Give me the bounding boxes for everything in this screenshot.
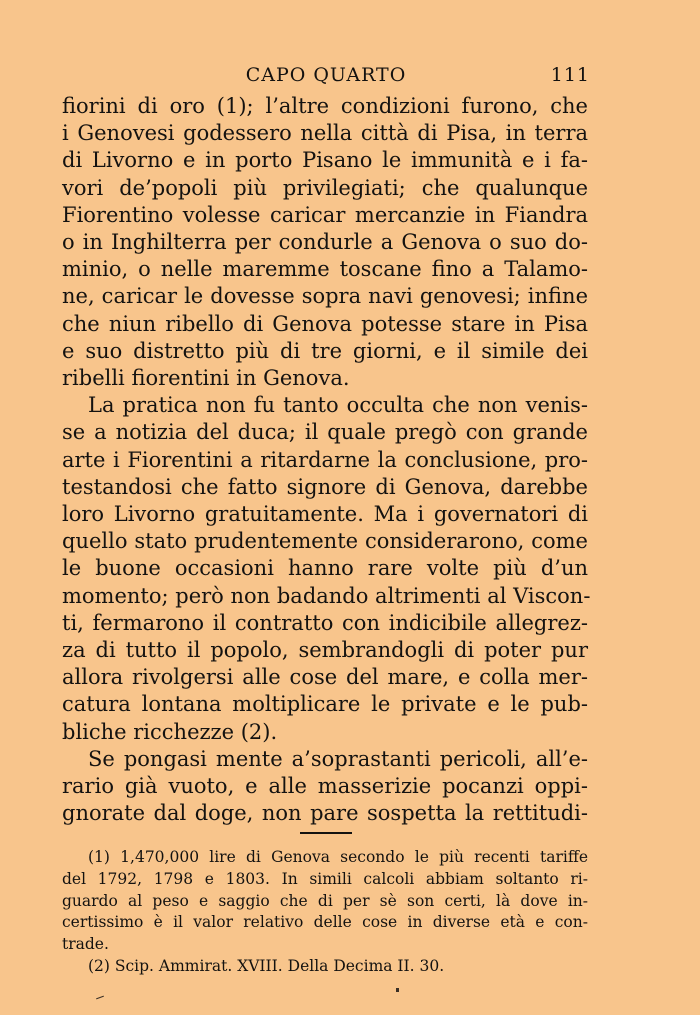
- body-line: Fiorentino volesse caricar mercanzie in Fiandra: [62, 202, 588, 227]
- body-line: momento; però non badando altrimenti al Viscon-: [62, 583, 591, 608]
- body-line: rario già vuoto, e alle masserizie pocanzi oppi-: [62, 774, 588, 799]
- body-line: testandosi che fatto signore di Genova, darebbe: [62, 474, 588, 499]
- body-line: ti, fermarono il contratto con indicibile allegrez-: [62, 610, 588, 635]
- footnotes: [62, 847, 588, 978]
- body-line: se a notizia del duca; il quale pregò con grande: [62, 420, 588, 445]
- body-line: quello stato prudentemente considerarono, come: [62, 529, 588, 554]
- body-line: ribelli fiorentini in Genova.: [62, 366, 350, 391]
- body-line: che niun ribello di Genova potesse stare in Pisa: [62, 311, 588, 336]
- body-line: loro Livorno gratuitamente. Ma i governatori di: [62, 502, 588, 527]
- body-text: [62, 93, 591, 827]
- body-line: o in Inghilterra per condurle a Genova o suo do-: [62, 230, 588, 255]
- footnote-line: del 1792, 1798 e 1803. In simili calcoli abbiam soltanto ri-: [62, 869, 588, 888]
- body-line: arte i Fiorentini a ritardarne la conclusione, pro-: [62, 447, 588, 472]
- body-line: e suo distretto più di tre giorni, e il simile dei: [62, 338, 588, 363]
- body-line: La pratica non fu tanto occulta che non venis-: [88, 393, 588, 418]
- body-line: i Genovesi godessero nella città di Pisa, in terra: [62, 121, 588, 146]
- footnote-line: (2) Scip. Ammirat. XVIII. Della Decima II. 30.: [88, 956, 445, 975]
- page-number: 111: [550, 64, 590, 86]
- body-line: di Livorno e in porto Pisano le immunità e i fa-: [62, 148, 588, 173]
- stray-mark: [96, 996, 104, 1000]
- body-line: le buone occasioni hanno rare volte più d’un: [62, 556, 588, 581]
- body-line: ne, caricar le dovesse sopra navi genovesi; infine: [62, 284, 588, 309]
- body-line: gnorate dal doge, non pare sospetta la rettitudi-: [62, 801, 588, 826]
- body-line: za di tutto il popolo, sembrandogli di poter pur: [62, 638, 588, 663]
- body-line: catura lontana moltiplicare le private e le pub-: [62, 692, 588, 717]
- running-title: CAPO QUARTO: [245, 64, 407, 86]
- body-line: vori de’popoli più privilegiati; che qualunque: [62, 175, 588, 200]
- footnote-line: guardo al peso e saggio che di per sè son certi, là dove in-: [62, 891, 588, 910]
- body-line: fiorini di oro (1); l’altre condizioni furono, che: [62, 94, 588, 118]
- footnote-separator: [300, 832, 352, 834]
- body-line: bliche ricchezze (2).: [62, 719, 278, 744]
- body-line: allora rivolgersi alle cose del mare, e colla mer-: [62, 665, 588, 690]
- stray-mark: [396, 988, 399, 992]
- footnote-line: certissimo è il valor relativo delle cose in diverse età e con-: [62, 913, 588, 932]
- body-line: Se pongasi mente a’soprastanti pericoli, all’e-: [88, 746, 588, 771]
- body-line: minio, o nelle maremme toscane fino a Talamo-: [62, 257, 588, 282]
- page-header: [62, 62, 590, 92]
- footnote-line: trade.: [62, 935, 109, 954]
- footnote-line: (1) 1,470,000 lire di Genova secondo le più recenti tariffe: [88, 848, 588, 866]
